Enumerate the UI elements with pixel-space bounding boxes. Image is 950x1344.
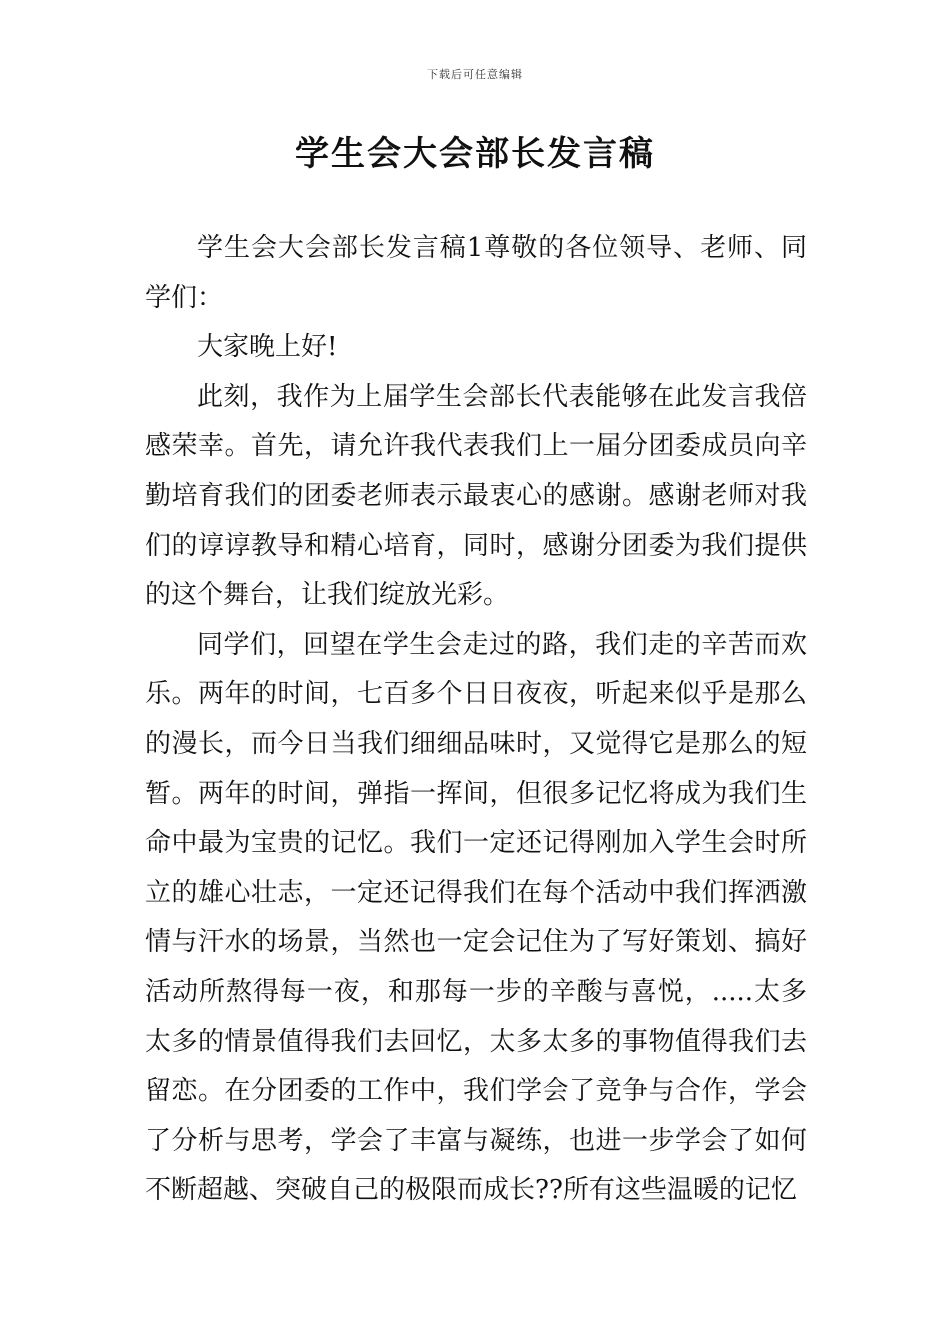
document-body: [145, 224, 807, 1216]
paragraph-thanks: 此刻，我作为上届学生会部长代表能够在此发言我倍感荣幸。首先，请允许我代表我们上一届分团委成员向辛勤培育我们的团委老师表示最衷心的感谢。感谢老师对我们的谆谆教导和精心培育，同时，感谢分团委为我们提供的这个舞台，让我们绽放光彩。: [145, 381, 807, 611]
page-header-note: 下载后可任意编辑: [427, 68, 523, 81]
paragraph-salutation: 大家晚上好!: [197, 332, 338, 363]
document-title: 学生会大会部长发言稿: [295, 134, 655, 174]
paragraph-memories: 同学们，回望在学生会走过的路，我们走的辛苦而欢乐。两年的时间，七百多个日日夜夜，听起来似乎是那么的漫长，而今日当我们细细品味时，又觉得它是那么的短暂。两年的时间，弹指一挥间，但很多记忆将成为我们生命中最为宝贵的记忆。我们一定还记得刚加入学生会时所立的雄心壮志，一定还记得我们在每个活动中我们挥洒激情与汗水的场景，当然也一定会记住为了写好策划、搞好活动所熬得每一夜，和那每一步的辛酸与喜悦，.....太多太多的情景值得我们去回忆，太多太多的事物值得我们去留恋。在分团委的工作中，我们学会了竞争与合作，学会了分析与思考，学会了丰富与凝练，也进一步学会了如何不断超越、突破自己的极限而成长??所有这些温暖的记忆: [145, 629, 807, 1206]
paragraph-greeting: 学生会大会部长发言稿1尊敬的各位领导、老师、同学们：: [145, 233, 807, 313]
